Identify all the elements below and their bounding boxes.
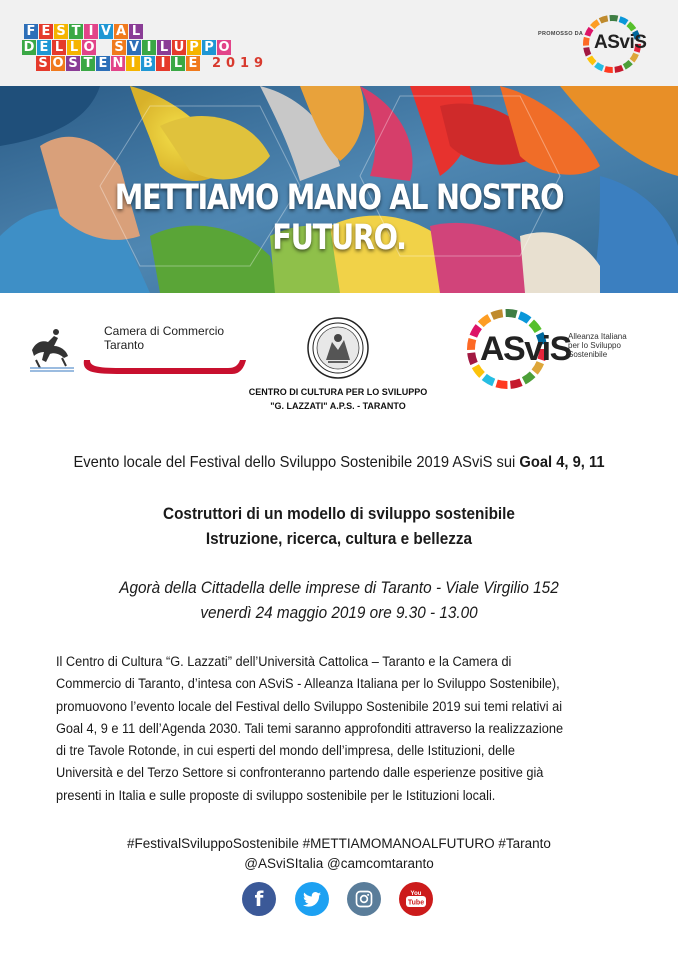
camera-city: Taranto: [104, 338, 145, 352]
lazzati-line2: "G. LAZZATI" A.P.S. - TARANTO: [270, 401, 406, 411]
asvis-partner-subtitle: [568, 332, 627, 359]
lazzati-seal-icon: [306, 316, 370, 380]
description-line: Goal 4, 9 e 11 dell’Agenda 2030. Tali temi saranno approfonditi attraverso la realizzazione: [56, 720, 564, 737]
social-handles: @ASviSItalia @camcomtaranto: [244, 856, 434, 871]
svg-text:Tube: Tube: [407, 899, 425, 907]
hashtags: #FestivalSviluppoSostenibile #METTIAMOMANOALFUTURO #Taranto: [127, 836, 551, 851]
event-intro: [27, 454, 651, 472]
event-venue: Agorà della Cittadella delle imprese di Taranto - Viale Virgilio 152: [119, 578, 559, 597]
header-bar: [0, 0, 678, 86]
banner-headline: METTIAMO MANO AL NOSTRO FUTURO.: [114, 178, 564, 258]
asvis-partner-text: ASviS: [480, 330, 571, 368]
promoter-logo: [538, 14, 658, 74]
asvis-sub-line1: Alleanza Italiana: [568, 332, 627, 341]
youtube-icon-label: You: [410, 891, 422, 897]
instagram-icon[interactable]: [347, 882, 381, 916]
festival-logo-line3: S O S T E N I B I L E 2 0 1 9: [36, 56, 292, 71]
youtube-icon[interactable]: [399, 882, 433, 916]
hero-banner: [0, 86, 678, 293]
facebook-icon[interactable]: f: [242, 882, 276, 916]
promoter-label: PROMOSSO DA: [538, 31, 584, 37]
festival-logo-line2: D E L L O S V I L U P P O: [23, 40, 230, 55]
twitter-icon[interactable]: [295, 882, 329, 916]
event-title-line1: Costruttori di un modello di sviluppo sostenibile: [163, 504, 515, 523]
description-line: Il Centro di Cultura “G. Lazzati” dell’Università Cattolica – Taranto e la Camera di: [56, 654, 512, 670]
description-line: Università e del Terzo Settore si confronteranno partendo dalle esperienze positive già: [56, 765, 544, 782]
asvis-partner-logo: [466, 308, 656, 390]
event-goals: Goal 4, 9, 11: [519, 454, 605, 471]
lazzati-line1: CENTRO DI CULTURA PER LO SVILUPPO: [248, 387, 428, 397]
festival-logo-line1: F E S T I V A L: [24, 24, 292, 39]
description-line: promuovono l’evento locale del Festival dello Sviluppo Sostenibile 2019 sui temi relativi ai: [56, 698, 563, 715]
camera-name: Camera di Commercio: [104, 324, 225, 338]
event-intro-text: Evento locale del Festival dello Sviluppo Sostenibile 2019 ASviS sui: [73, 454, 520, 471]
asvis-logo-text: ASviS: [594, 32, 647, 53]
taranto-rider-icon: [26, 322, 76, 374]
event-description: [56, 651, 656, 807]
description-line: Commercio di Taranto, d’intesa con ASviS - Alleanza Italiana per lo Sviluppo Sostenibile),: [56, 676, 560, 693]
description-line: di tre Tavole Rotonde, in cui esperti del mondo dell’impresa, delle Istituzioni, delle: [56, 743, 515, 760]
description-line: presenti in Italia e sulle proposte di sviluppo sostenibile per le Istituzioni locali.: [56, 787, 496, 804]
asvis-sub-line3: Sostenibile: [568, 350, 608, 359]
event-title-line2: Istruzione, ricerca, cultura e bellezza: [205, 529, 473, 548]
festival-logo: [22, 24, 292, 72]
lazzati-caption: [228, 385, 448, 413]
camera-commercio-logo: [26, 320, 248, 376]
asvis-sub-line2: per lo Sviluppo: [568, 341, 621, 350]
event-datetime: venerdì 24 maggio 2019 ore 9.30 - 13.00: [200, 603, 478, 622]
